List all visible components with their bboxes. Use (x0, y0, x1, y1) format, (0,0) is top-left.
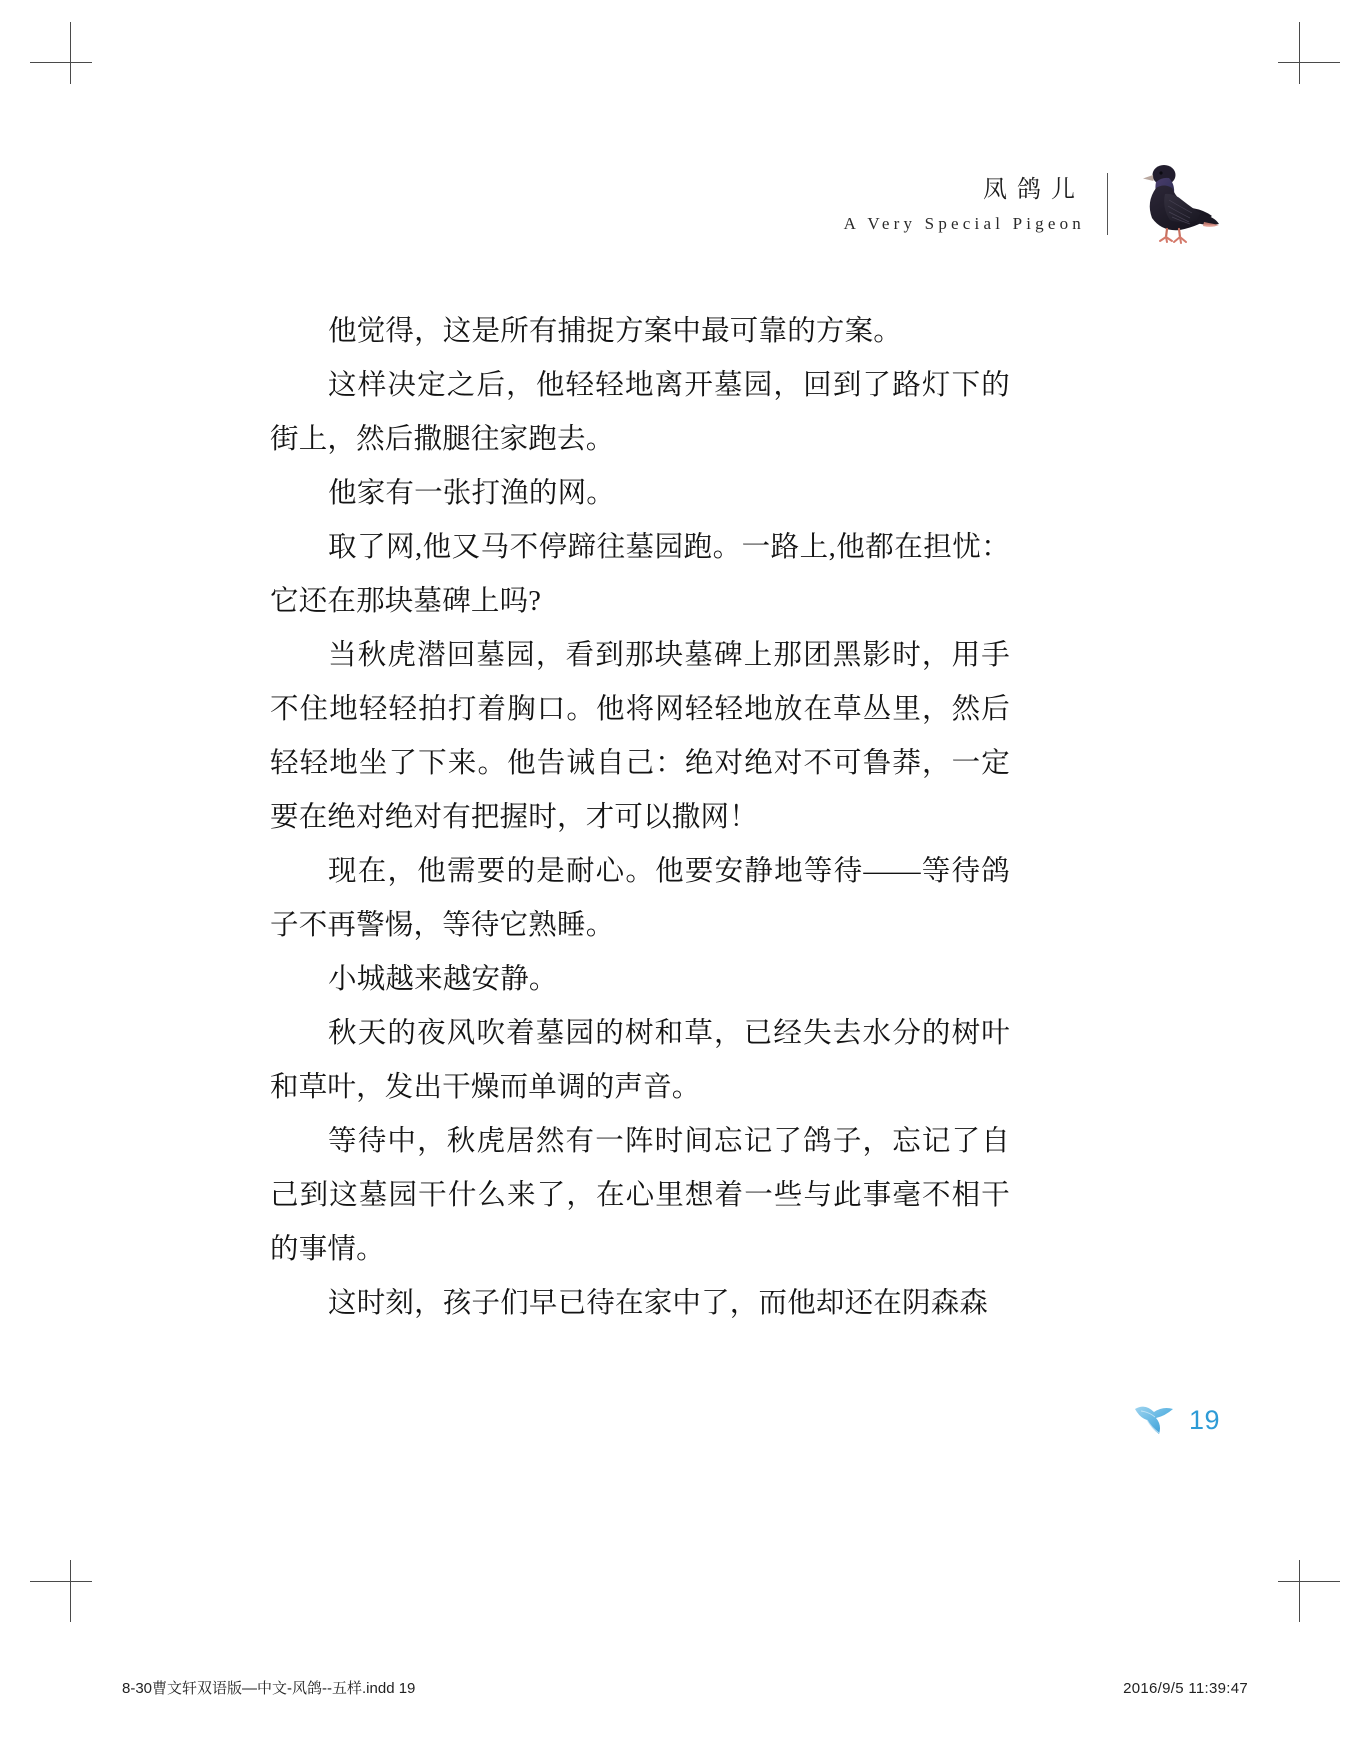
running-head (844, 158, 1220, 250)
running-head-text (844, 175, 1107, 234)
crop-mark-top-left (30, 22, 92, 84)
running-head-title-en: A Very Special Pigeon (843, 213, 1085, 233)
crop-mark-bottom-left (30, 1560, 92, 1622)
paragraph: 小城越来越安静。 (328, 964, 558, 995)
running-head-divider (1107, 173, 1108, 235)
paragraph: 他觉得，这是所有捕捉方案中最可靠的方案。 (328, 316, 903, 347)
paragraph: 他家有一张打渔的网。 (328, 478, 616, 509)
body-text-column (270, 305, 1010, 1331)
pigeon-illustration-icon (1134, 158, 1220, 250)
flying-bird-icon (1129, 1400, 1177, 1440)
running-head-title-cn: 凤鸽儿 (983, 176, 1085, 203)
slug-timestamp: 2016/9/5 11:39:47 (1123, 1680, 1248, 1697)
page-number: 19 (1188, 1404, 1220, 1435)
paragraph: 这时刻，孩子们早已待在家中了，而他却还在阴森森 (328, 1288, 989, 1319)
paragraph: 取了网,他又马不停蹄往墓园跑。一路上,他都在担忧：它还在那块墓碑上吗? (270, 532, 1010, 617)
paragraph: 这样决定之后，他轻轻地离开墓园，回到了路灯下的街上，然后撒腿往家跑去。 (270, 370, 1010, 455)
paragraph: 当秋虎潜回墓园，看到那块墓碑上那团黑影时，用手不住地轻轻拍打着胸口。他将网轻轻地放在草丛里，然后轻轻地坐了下来。他告诫自己：绝对绝对不可鲁莽，一定要在绝对绝对有把握时，才可以撒网！ (270, 640, 1010, 833)
slug-file-label: 8-30曹文轩双语版—中文-风鸽--五样.indd 19 (122, 1680, 416, 1697)
paragraph: 等待中，秋虎居然有一阵时间忘记了鸽子，忘记了自己到这墓园干什么来了，在心里想着一些与此事毫不相干的事情。 (270, 1126, 1010, 1265)
crop-mark-top-right (1278, 22, 1340, 84)
paragraph: 秋天的夜风吹着墓园的树和草，已经失去水分的树叶和草叶，发出干燥而单调的声音。 (270, 1018, 1010, 1103)
page-folio (1129, 1400, 1220, 1440)
print-slug (122, 1677, 1248, 1698)
crop-mark-bottom-right (1278, 1560, 1340, 1622)
paragraph: 现在，他需要的是耐心。他要安静地等待——等待鸽子不再警惕，等待它熟睡。 (270, 856, 1010, 941)
